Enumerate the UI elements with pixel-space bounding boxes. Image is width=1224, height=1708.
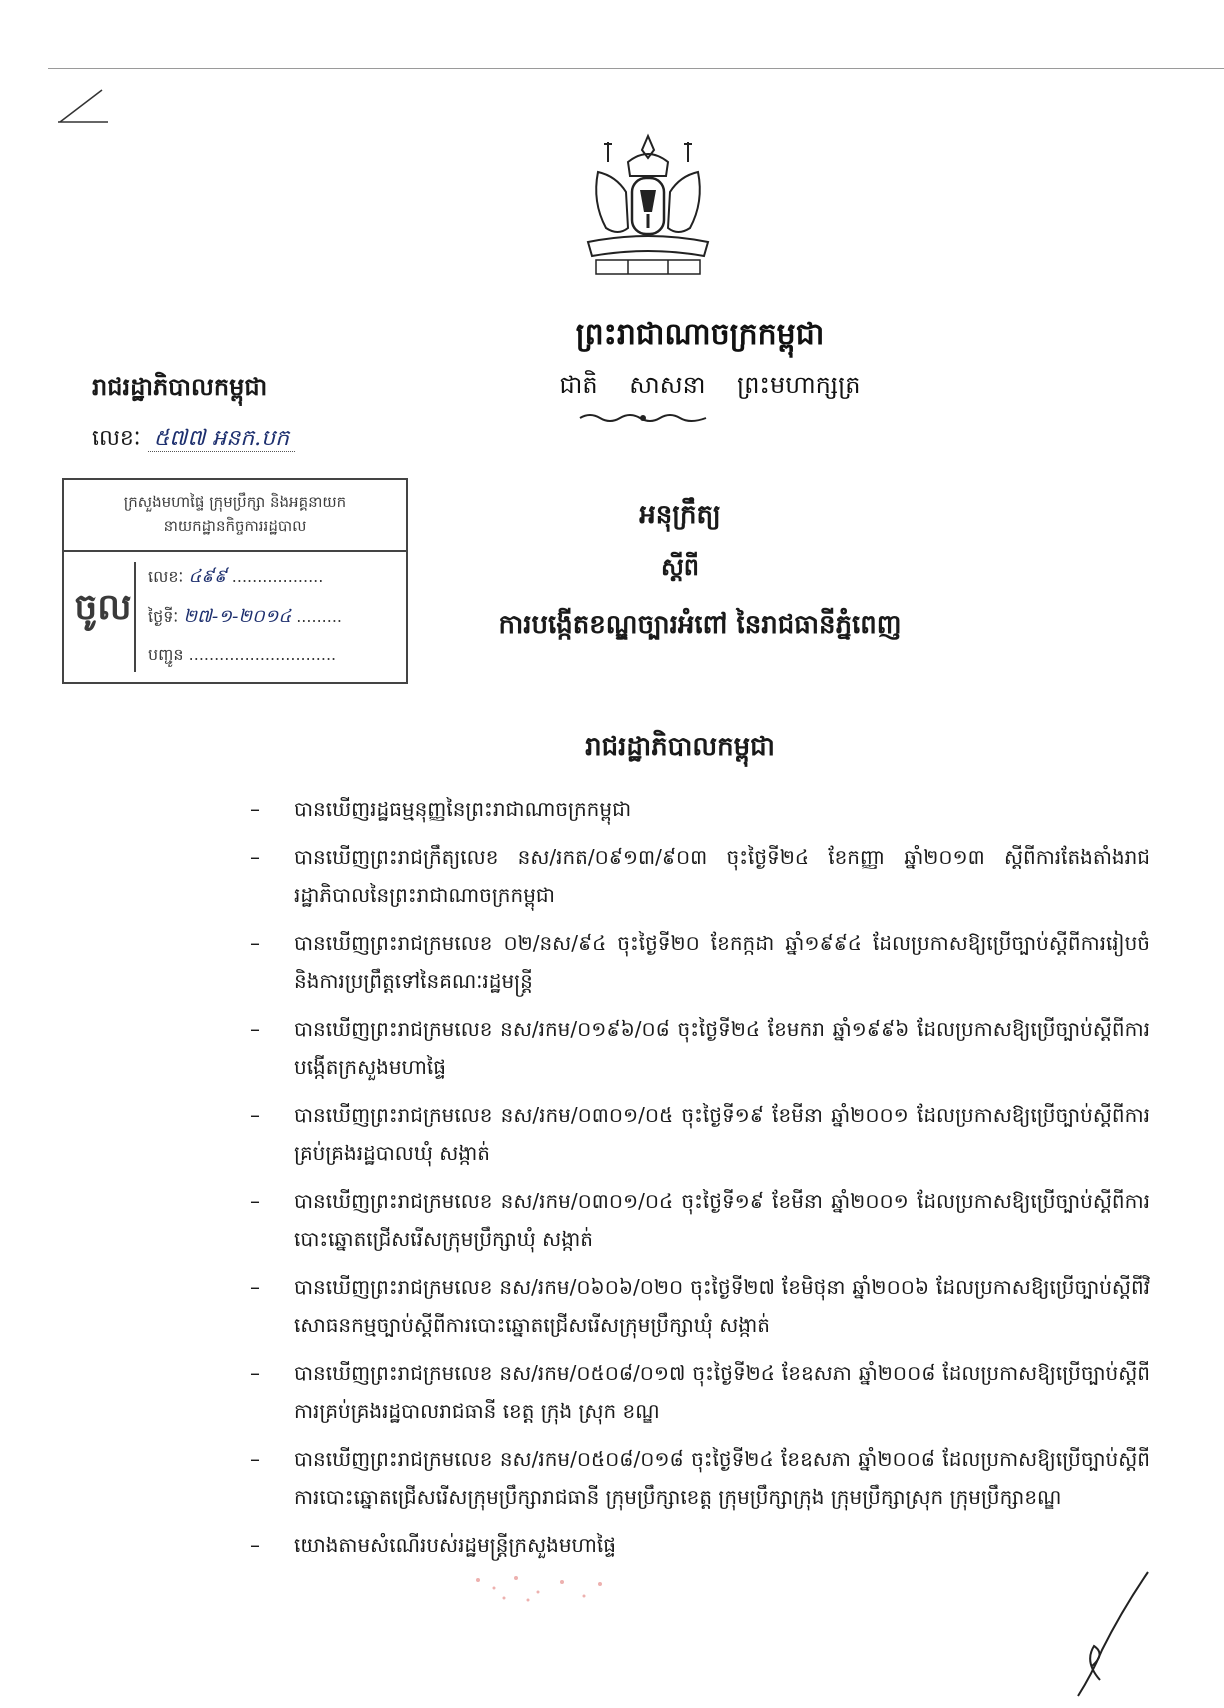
bullet-dash: – [250, 1361, 260, 1385]
stamp-forward-label: បញ្ជូន [148, 645, 184, 664]
reception-stamp [62, 478, 408, 684]
stamp-date-value: ២៧-១-២០១៤ [183, 606, 292, 627]
list-item: – បានឃើញព្រះរាជក្រមលេខ ០២/នស/៩៤ ចុះថ្ងៃទី២០ ខែកក្កដា ឆ្នាំ១៩៩៤ ដែលប្រកាសឱ្យប្រើច្បាប់ស្តីពីការរៀបចំ និងការប្រព្រឹត្តទៅនៃគណៈរដ្ឋមន្ត្រី [250, 924, 1150, 1000]
stamp-header-line1: ក្រសួងមហាផ្ទៃ ក្រុមប្រឹក្សា និងអគ្គនាយក [123, 493, 347, 511]
stamp-incoming-label: ចូល [72, 562, 136, 672]
stamp-header-line2: នាយកដ្ឋានកិច្ចការរដ្ឋបាល [163, 517, 307, 535]
document-about: ស្តីពី [660, 552, 700, 581]
list-item: – បានឃើញព្រះរាជក្រមលេខ នស/រកម/០៣០១/០៥ ចុះថ្ងៃទី១៩ ខែមីនា ឆ្នាំ២០០១ ដែលប្រកាសឱ្យប្រើច្បាប់ស្តីពីការគ្រប់គ្រងរដ្ឋបាលឃុំ សង្កាត់ [250, 1096, 1150, 1172]
stamp-header [64, 480, 406, 552]
list-item: – បានឃើញរដ្ឋធម្មនុញ្ញនៃព្រះរាជាណាចក្រកម្ពុជា [250, 790, 1150, 828]
considerations-list [250, 790, 1150, 1574]
issuing-authority: រាជរដ្ឋាភិបាលកម្ពុជា [92, 372, 268, 401]
bullet-dash: – [250, 931, 260, 955]
list-item: – បានឃើញព្រះរាជក្រមលេខ នស/រកម/០៦០៦/០២០ ចុះថ្ងៃទី២៧ ខែមិថុនា ឆ្នាំ២០០៦ ដែលប្រកាសឱ្យប្រើច្បាប់ស្តីពីវិសោធនកម្មច្បាប់ស្តីពីការបោះឆ្នោតជ្រើសរើសក្រុមប្រឹក្សាឃុំ សង្កាត់ [250, 1268, 1150, 1344]
list-item: – បានឃើញព្រះរាជក្រមលេខ នស/រកម/០១៩៦/០៨ ចុះថ្ងៃទី២៤ ខែមករា ឆ្នាំ១៩៩៦ ដែលប្រកាសឱ្យប្រើច្បាប់ស្តីពីការបង្កើតក្រសួងមហាផ្ទៃ [250, 1010, 1150, 1086]
document-subject: ការបង្កើតខណ្ឌច្បារអំពៅ នៃរាជធានីភ្នំពេញ [498, 610, 902, 640]
stamp-forward-row: បញ្ជូន ............................. [148, 645, 337, 664]
bullet-dash: – [250, 1275, 260, 1299]
bullet-dash: – [250, 797, 260, 821]
document-issuer: រាជរដ្ឋាភិបាលកម្ពុជា [585, 732, 775, 762]
list-item: – យោងតាមសំណើរបស់រដ្ឋមន្ត្រីក្រសួងមហាផ្ទៃ [250, 1526, 1150, 1564]
document-type: អនុក្រឹត្យ [639, 500, 721, 530]
stamp-date-row: ថ្ងៃទីៈ ២៧-១-២០១៤ ......... [148, 606, 342, 627]
bullet-dash: – [250, 1447, 260, 1471]
stamp-number-label: លេខៈ [148, 567, 184, 586]
list-item: – បានឃើញព្រះរាជក្រឹត្យលេខ នស/រកត/០៩១៣/៩០៣ ចុះថ្ងៃទី២៤ ខែកញ្ញា ឆ្នាំ២០១៣ ស្តីពីការតែងតាំងរាជរដ្ឋាភិបាលនៃព្រះរាជាណាចក្រកម្ពុជា [250, 838, 1150, 914]
stamp-number-value: ៤៩៩ [188, 566, 227, 587]
reference-number [92, 424, 295, 456]
signature-initial-icon [1072, 1570, 1152, 1700]
pen-mark-icon [58, 88, 118, 128]
stamp-number-row: លេខៈ ៤៩៩ .................. [148, 566, 324, 587]
stamp-body [64, 552, 406, 682]
scan-edge-line [48, 68, 1224, 69]
bullet-dash: – [250, 1017, 260, 1041]
bullet-dash: – [250, 845, 260, 869]
ornament-divider-icon [578, 410, 708, 426]
list-item: – បានឃើញព្រះរាជក្រមលេខ នស/រកម/០៥០៨/០១៧ ចុះថ្ងៃទី២៤ ខែឧសភា ឆ្នាំ២០០៨ ដែលប្រកាសឱ្យប្រើច្បាប់ស្តីពីការគ្រប់គ្រងរដ្ឋបាលរាជធានី ខេត្ត ក្រុង ស្រុក ខណ្ឌ [250, 1354, 1150, 1430]
red-seal-bleed-icon [458, 1570, 618, 1610]
list-item: – បានឃើញព្រះរាជក្រមលេខ នស/រកម/០៥០៨/០១៨ ចុះថ្ងៃទី២៤ ខែឧសភា ឆ្នាំ២០០៨ ដែលប្រកាសឱ្យប្រើច្បាប់ស្តីពីការបោះឆ្នោតជ្រើសរើសក្រុមប្រឹក្សារាជធានី ក្រុមប្រឹក្សាខេត្ត ក្រុមប្រឹក្សាក្រុង ក្រុមប្រឹក្សាស្រុក ក្រុមប្រឹក្សាខណ្ឌ [250, 1440, 1150, 1516]
bullet-dash: – [250, 1189, 260, 1213]
list-item: – បានឃើញព្រះរាជក្រមលេខ នស/រកម/០៣០១/០៤ ចុះថ្ងៃទី១៩ ខែមីនា ឆ្នាំ២០០១ ដែលប្រកាសឱ្យប្រើច្បាប់ស្តីពីការបោះឆ្នោតជ្រើសរើសក្រុមប្រឹក្សាឃុំ សង្កាត់ [250, 1182, 1150, 1258]
national-motto: ជាតិ សាសនា ព្រះមហាក្សត្រ [559, 371, 861, 399]
royal-coat-of-arms-icon [578, 132, 718, 292]
reference-value: ៥៧៧ អនក.បក [148, 426, 295, 452]
kingdom-title: ព្រះរាជាណាចក្រកម្ពុជា [575, 317, 825, 352]
bullet-dash: – [250, 1103, 260, 1127]
reference-label: លេខៈ [92, 426, 141, 451]
bullet-dash: – [250, 1533, 260, 1557]
stamp-date-label: ថ្ងៃទីៈ [148, 607, 179, 626]
